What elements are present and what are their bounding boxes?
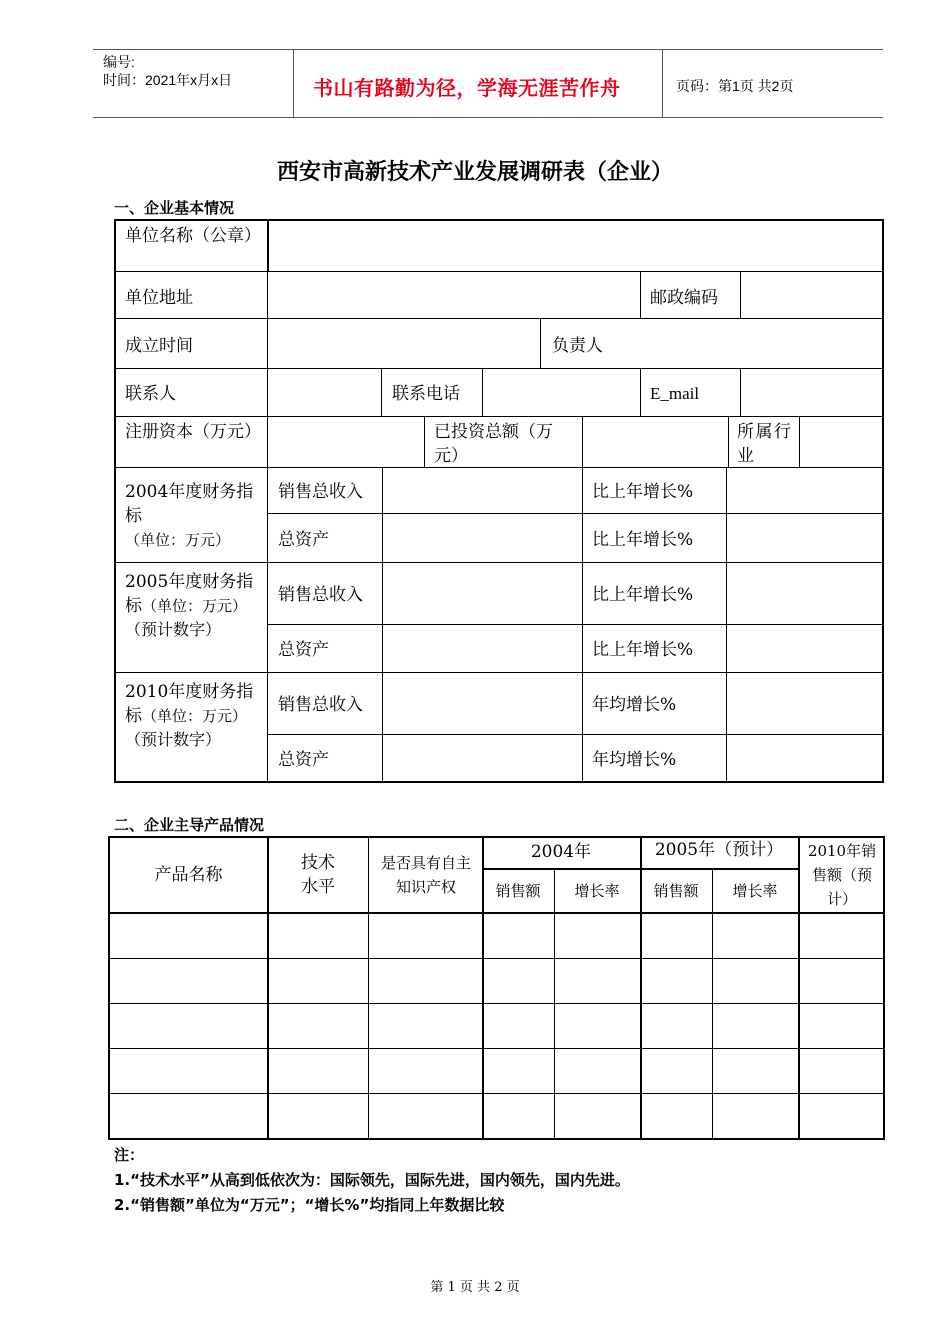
section2-heading: 二、企业主导产品情况 [114,816,265,834]
table-row[interactable] [110,914,883,958]
col-2010: 2010年销售额（预计） [807,842,877,908]
label-assets-2005: 总资产 [278,640,329,660]
field-postcode[interactable] [741,272,882,318]
label-yoy-assets-2004: 比上年增长% [592,530,694,550]
products-table [108,836,885,1140]
page-indicator: 页码：第1页 共2页 [676,78,794,94]
field-assets-2004[interactable] [383,514,582,562]
label-industry: 所属行业 [737,422,791,466]
section1-heading: 一、企业基本情况 [114,199,235,217]
table-row[interactable] [110,1004,883,1048]
fin2010-note: （预计数字） [125,730,222,749]
header-motto: 书山有路勤为径，学海无涯苦作舟 [313,76,621,100]
fin2005-unit: （单位：万元） [142,597,248,615]
notes [114,1143,630,1218]
label-sales-2004: 销售总收入 [278,482,363,502]
label-reg-capital: 注册资本（万元） [125,422,261,442]
field-sales-2010[interactable] [383,673,582,734]
field-unit-name[interactable] [269,221,882,271]
label-fin2010 [125,680,263,752]
field-leader[interactable] [641,319,882,368]
label-yoy-assets-2005: 比上年增长% [592,640,694,660]
field-assets-2005[interactable] [383,625,582,672]
field-sales-2004[interactable] [383,468,582,513]
label-sales-2005: 销售总收入 [278,585,363,605]
field-founded[interactable] [268,319,540,368]
field-assets-2010[interactable] [383,735,582,781]
label-yoy-sales-2004: 比上年增长% [592,482,694,502]
fin2004-title: 2004年度财务指标 [125,482,254,526]
field-sales-2005[interactable] [383,563,582,624]
notes-line-1: 1.“技术水平”从高到低依次为：国际领先，国际先进，国内领先，国内先进。 [114,1171,630,1189]
fin2010-unit: （单位：万元） [142,707,248,725]
col-2005-growth: 增长率 [732,882,778,900]
field-reg-capital[interactable] [268,417,424,467]
fin2005-note: （预计数字） [125,620,222,639]
col-2005: 2005年（预计） [654,840,784,860]
col-tech-level: 技术水平 [301,853,335,897]
label-yoy-sales-2005: 比上年增长% [592,585,694,605]
time-label: 时间：2021年x月x日 [103,72,233,88]
header-meta [103,53,232,89]
label-assets-2004: 总资产 [278,530,329,550]
label-unit-name: 单位名称（公章） [125,226,261,246]
number-label: 编号: [103,54,135,70]
label-fin2005 [125,570,263,642]
field-avg-assets-2010[interactable] [727,735,882,781]
field-yoy-assets-2005[interactable] [727,625,882,672]
field-invested[interactable] [583,417,728,467]
field-avg-sales-2010[interactable] [727,673,882,734]
col-2004-growth: 增长率 [574,882,620,900]
notes-title: 注： [114,1146,145,1164]
table-row[interactable] [110,1049,883,1093]
label-avg-sales-2010: 年均增长% [592,695,677,715]
header-divider-left [293,50,294,117]
document-title: 西安市高新技术产业发展调研表（企业） [276,160,673,185]
field-yoy-sales-2005[interactable] [727,563,882,624]
field-phone[interactable] [483,369,640,416]
fin2005-title: 2005年度财务指标 [125,572,254,616]
label-founded: 成立时间 [125,336,193,356]
label-phone: 联系电话 [392,384,460,404]
fin2004-unit: （单位：万元） [125,531,231,549]
header-divider-right [662,50,663,117]
label-invested: 已投资总额（万元） [434,422,553,466]
label-sales-2010: 销售总收入 [278,695,363,715]
label-postcode: 邮政编码 [650,288,718,308]
field-yoy-assets-2004[interactable] [727,514,882,562]
label-email: E_mail [650,384,700,403]
label-avg-assets-2010: 年均增长% [592,750,677,770]
header-bottom-rule [93,117,883,118]
label-assets-2010: 总资产 [278,750,329,770]
col-2005-sales: 销售额 [653,882,699,900]
label-leader: 负责人 [552,336,603,356]
field-email[interactable] [741,369,882,416]
notes-line-2: 2.“销售额”单位为“万元”；“增长%”均指同上年数据比较 [114,1196,505,1214]
page-footer: 第 1 页 共 2 页 [430,1280,520,1295]
label-address: 单位地址 [125,288,193,308]
field-address[interactable] [268,272,640,318]
col-2004: 2004年 [530,842,592,862]
table-row[interactable] [110,1094,883,1138]
col-ip: 是否具有自主知识产权 [380,854,471,896]
fin2010-title: 2010年度财务指标 [125,682,254,726]
label-contact: 联系人 [125,384,176,404]
col-product-name: 产品名称 [154,865,223,885]
field-contact[interactable] [268,369,381,416]
table-row[interactable] [110,959,883,1003]
label-fin2004 [125,480,259,552]
col-2004-sales: 销售额 [495,882,541,900]
header-top-rule [93,49,883,50]
field-yoy-sales-2004[interactable] [727,468,882,513]
field-industry[interactable] [800,417,882,467]
basic-info-table [114,219,884,783]
